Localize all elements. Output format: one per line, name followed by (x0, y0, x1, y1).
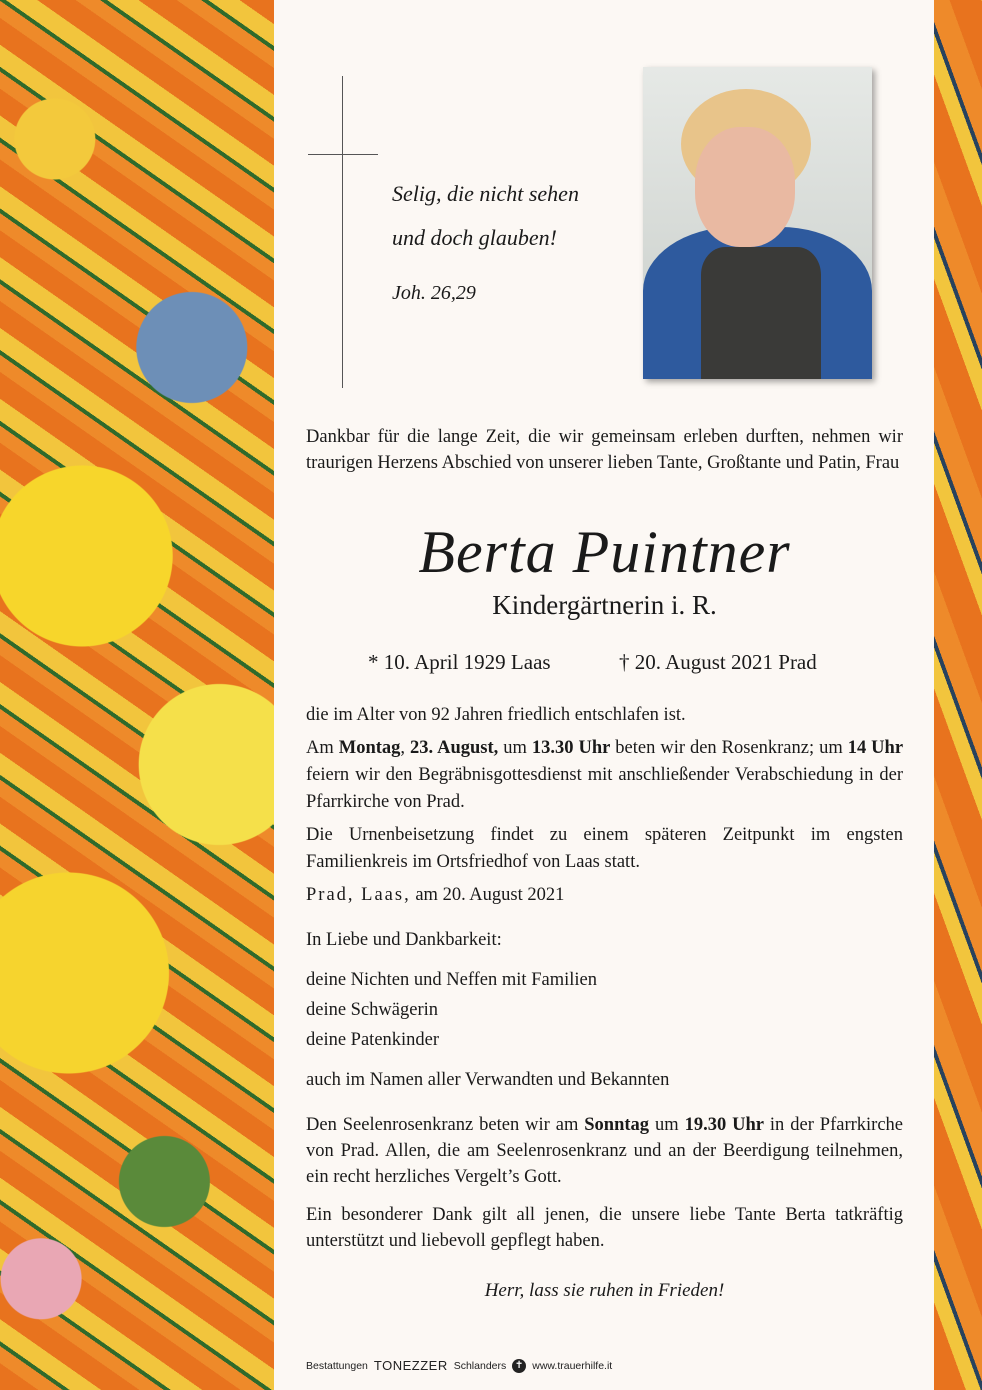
footer-url[interactable]: www.trauerhilfe.it (532, 1359, 613, 1372)
text-run: um (649, 1115, 685, 1135)
mourner-item: deine Patenkinder (306, 1030, 440, 1050)
passing-text: die im Alter von 92 Jahren friedlich entschlafen ist. (306, 705, 686, 725)
footer-brand: TONEZZER (373, 1358, 448, 1373)
intro-text: Dankbar für die lange Zeit, die wir gemeinsam erleben durften, nehmen wir traurigen Herzens Abschied von unserer lieben Tante, Großtante und Patin, Frau (306, 427, 903, 473)
quote-line-1: Selig, die nicht sehen (392, 181, 579, 206)
footer-town: Schlanders (453, 1359, 507, 1372)
urn-burial-text: Die Urnenbeisetzung findet zu einem späteren Zeitpunkt im engsten Familienkreis im Ortsfriedhof von Laas statt. (306, 825, 903, 872)
footer-prefix: Bestattungen (306, 1359, 368, 1372)
mourner-item: deine Nichten und Neffen mit Familien (306, 970, 597, 990)
thanks-text: Ein besonderer Dank gilt all jenen, die unsere liebe Tante Berta tatkräftig unterstützt und liebevoll gepflegt haben. (306, 1205, 903, 1251)
photo-blouse (701, 247, 821, 379)
bible-quote (392, 172, 632, 260)
deceased-name: Berta Puintner (418, 519, 791, 585)
text-run: beten wir den Rosenkranz; um (610, 738, 848, 758)
place-date (306, 882, 903, 909)
mourner-list (306, 965, 903, 1055)
photo-face (695, 127, 795, 247)
text-run: feiern wir den Begräbnisgottesdienst mit anschließender Verabschiedung in der Pfarrkirche von Prad. (306, 765, 903, 812)
rosary-text (306, 1112, 903, 1190)
signoff: In Liebe und Dankbarkeit: (306, 930, 502, 950)
deceased-title: Kindergärtnerin i. R. (492, 590, 717, 620)
trauerhilfe-logo-icon: ✝ (512, 1359, 526, 1373)
text-run: Den Seelenrosenkranz beten wir am (306, 1115, 585, 1135)
signature-block (306, 925, 903, 1095)
cross-horizontal-line (308, 154, 378, 155)
death-date: † 20. August 2021 Prad (619, 650, 817, 674)
notice-body (306, 702, 903, 1095)
mourner-item: deine Schwägerin (306, 1000, 439, 1020)
text-run-bold: 13.30 Uhr (531, 738, 611, 758)
decorative-artwork-right (934, 0, 982, 1390)
additional-notes (306, 1112, 903, 1266)
text-run-bold: 23. August, (410, 738, 499, 758)
closing-prayer: Herr, lass sie ruhen in Frieden! (484, 1280, 725, 1301)
text-run-bold: 14 Uhr (847, 738, 904, 758)
text-run-bold: Sonntag (584, 1115, 650, 1135)
quote-reference: Joh. 26,29 (392, 282, 476, 304)
footer (306, 1358, 903, 1373)
text-run: in der Pfarrkirche von Prad. Allen, die am Seelenrosenkranz und an der Beerdigung teilnehmen, ein recht herzliches Vergelt’s Gott. (306, 1115, 903, 1187)
notice-date: am 20. August 2021 (410, 885, 565, 905)
funeral-schedule (306, 735, 903, 816)
place-names: Prad, Laas, (306, 885, 411, 905)
portrait-photo (643, 67, 872, 379)
text-run-bold: Montag (338, 738, 401, 758)
text-run: um (498, 738, 532, 758)
birth-date: * 10. April 1929 Laas (368, 650, 551, 674)
decorative-artwork-left (0, 0, 274, 1390)
text-run-bold: 19.30 Uhr (684, 1115, 764, 1135)
cross-vertical-line (342, 76, 343, 388)
quote-line-2: und doch glauben! (392, 225, 557, 250)
also-on-behalf: auch im Namen aller Verwandten und Bekannten (306, 1070, 670, 1090)
text-run: , (400, 738, 411, 758)
text-run: Am (306, 738, 339, 758)
